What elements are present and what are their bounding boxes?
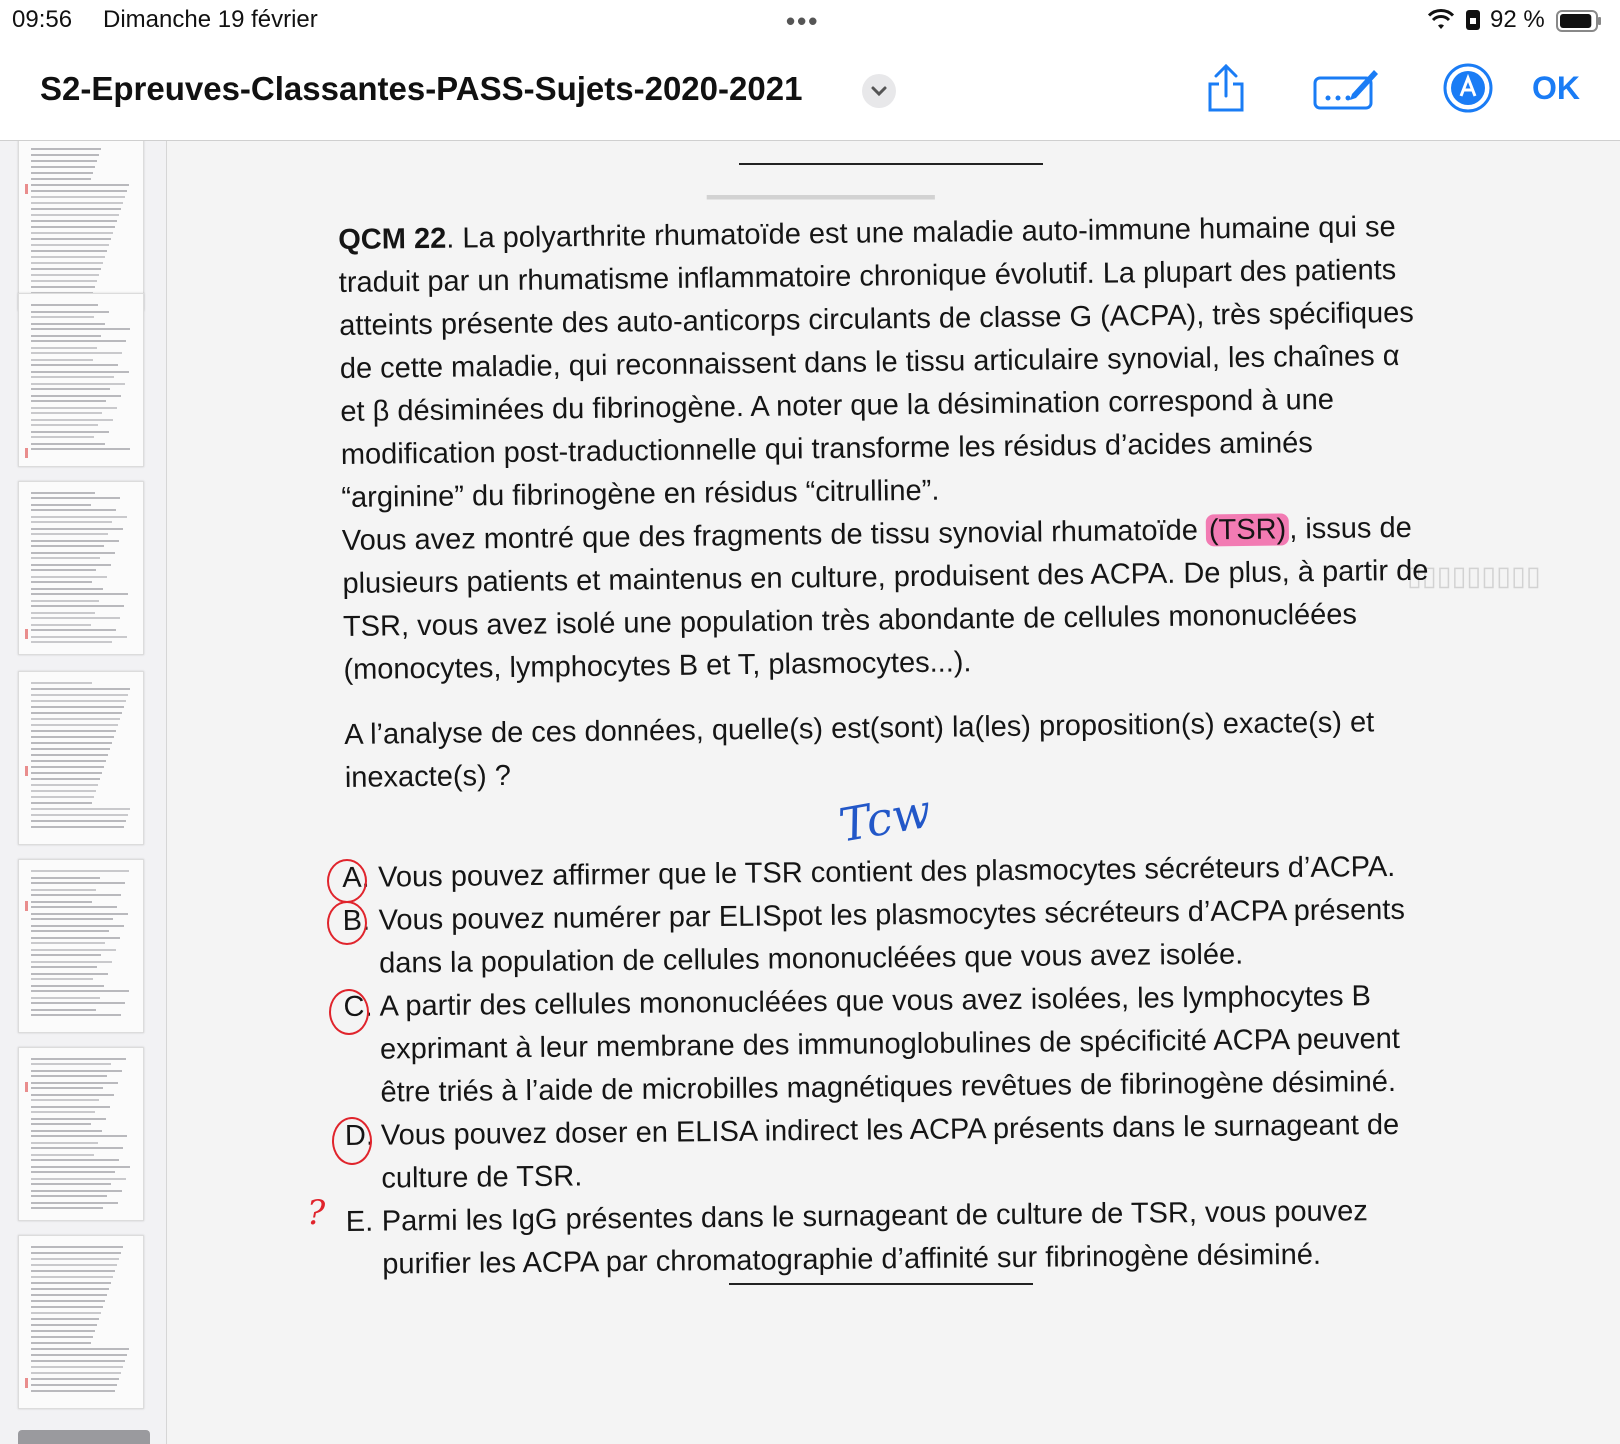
option-text: Vous pouvez numérer par ELISpot les plasmocytes sécréteurs d’ACPA présents dans la population de cellules mononucléées que vous avez isolée. [378, 893, 1406, 980]
thumbnail-text-line [31, 311, 109, 313]
thumbnail-text-line [31, 232, 113, 234]
thumbnail-text-line [31, 973, 108, 975]
thumbnail-text-line [31, 906, 117, 908]
thumbnail-text-line [31, 724, 118, 726]
thumbnail-text-line [31, 340, 126, 342]
thumbnail-text-line [31, 1300, 105, 1302]
question-intro [338, 206, 1432, 520]
thumbnail-text-line [31, 636, 127, 638]
handwritten-note: Tcw [835, 783, 936, 853]
option-text: Parmi les IgG présentes dans le surnageant de culture de TSR, vous pouvez purifier les ACPA par chromatographie d’affinité sur fibrinogène désiminé. [381, 1195, 1368, 1281]
question-context [342, 507, 1434, 692]
thumbnail-text-line [31, 1123, 91, 1125]
thumbnail-text-line [31, 814, 128, 816]
thumbnail-text-line [31, 930, 109, 932]
thumbnail-text-line [31, 612, 95, 614]
thumbnail-text-line [31, 352, 122, 354]
thumbnail-text-line [31, 1135, 127, 1137]
thumbnail-text-line [31, 1342, 91, 1344]
thumbnail-text-line [31, 1014, 121, 1016]
thumbnail-text-line [31, 1324, 97, 1326]
document-toolbar [0, 44, 1620, 141]
thumbnail-text-line [31, 1106, 110, 1108]
option-text: A partir des cellules mononucléées que vous avez isolées, les lymphocytes B exprimant à leur membrane des immunoglobulines de spécificité ACPA peuvent être triés à l’aide de microbilles magnétiques revêtues de fibrinogène désiminé. [379, 980, 1400, 1109]
thumbnail-text-line [31, 700, 126, 702]
thumbnail-text-line [31, 244, 109, 246]
thumbnail-text-line [31, 238, 111, 240]
thumbnail-text-line [31, 784, 98, 786]
thumbnail-text-line [31, 748, 110, 750]
thumbnail-text-line [31, 226, 115, 228]
page-thumbnail[interactable] [18, 293, 144, 467]
thumbnail-text-line [31, 997, 100, 999]
answer-circle-a [327, 859, 367, 903]
thumbnail-text-line [31, 328, 130, 330]
thumbnail-text-line [31, 1111, 95, 1113]
thumbnail-text-line [31, 882, 125, 884]
thumbnail-text-line [31, 400, 106, 402]
thumbnail-text-line [31, 178, 91, 180]
thumbnail-text-line [31, 1058, 126, 1060]
thumbnail-text-line [31, 1354, 127, 1356]
thumbnail-text-line [31, 316, 94, 318]
thumbnail-text-line [31, 1147, 123, 1149]
option-letter: E. [345, 1205, 374, 1238]
thumbnail-text-line [31, 509, 116, 511]
option-letter: C. [343, 990, 373, 1023]
thumbnail-text-line [31, 889, 96, 891]
thumbnail-text-line [31, 1063, 111, 1065]
thumbnail-text-line [31, 166, 95, 168]
bleed-through-text: ▯▯▯▯▯▯▯▯▯ [1407, 561, 1541, 591]
thumbnail-text-line [31, 407, 117, 409]
page-thumbnail[interactable] [18, 141, 144, 311]
thumbnail-text-line [31, 990, 129, 992]
thumbnail-text-line [31, 978, 93, 980]
sidebar-scrollbar[interactable] [18, 1430, 150, 1444]
thumbnail-text-line [31, 802, 92, 804]
thumbnail-text-line [31, 576, 107, 578]
thumbnail-text-line [31, 202, 123, 204]
answer-circle-c [329, 989, 369, 1035]
context-text: Vous avez montré que des fragments de tissu synovial rhumatoïde [341, 514, 1207, 557]
thumbnail-annotation-mark [25, 1082, 28, 1092]
thumbnail-text-line [31, 431, 109, 433]
thumbnail-text-line [31, 436, 94, 438]
thumbnail-text-line [31, 808, 130, 810]
thumbnail-text-line [31, 925, 124, 927]
thumbnail-text-line [31, 521, 112, 523]
thumbnail-text-line [31, 545, 104, 547]
thumbnail-text-line [31, 766, 104, 768]
thumbnail-text-line [31, 1171, 115, 1173]
thumbnail-text-line [31, 1118, 106, 1120]
multitask-dots-icon[interactable]: ••• [786, 6, 820, 36]
thumbnail-text-line [31, 172, 93, 174]
thumbnail-text-line [31, 641, 112, 643]
option-e [342, 1189, 1443, 1287]
thumbnail-text-line [31, 796, 94, 798]
option-d [341, 1103, 1442, 1201]
thumbnail-text-line [31, 790, 96, 792]
battery-icon [1556, 10, 1602, 32]
thumbnail-text-line [31, 190, 127, 192]
thumbnail-text-line [31, 424, 98, 426]
thumbnail-text-line [31, 820, 126, 822]
thumbnail-text-line [31, 605, 124, 607]
thumbnail-text-line [31, 1159, 119, 1161]
thumbnail-text-line [31, 877, 100, 879]
thumbnail-text-line [31, 268, 101, 270]
thumbnail-text-line [31, 492, 95, 494]
thumbnail-text-line [31, 1130, 102, 1132]
thumbnail-annotation-mark [25, 766, 28, 776]
thumbnail-text-line [31, 1366, 123, 1368]
thumbnail-text-line [31, 600, 99, 602]
margin-question-mark: ? [307, 1193, 326, 1233]
thumbnail-text-line [31, 1082, 118, 1084]
thumbnail-text-line [31, 1270, 115, 1272]
status-date: Dimanche 19 février [103, 6, 318, 33]
thumbnail-text-line [31, 1075, 107, 1077]
status-bar [0, 0, 1620, 44]
thumbnail-text-line [31, 504, 91, 506]
thumbnail-text-line [31, 1166, 130, 1168]
thumbnail-text-line [31, 250, 107, 252]
thumbnail-text-line [31, 1330, 95, 1332]
thumbnail-text-line [31, 154, 99, 156]
page-thumbnail[interactable] [18, 1047, 144, 1221]
thumbnail-text-line [31, 1312, 101, 1314]
thumbnail-text-line [31, 220, 117, 222]
thumbnail-text-line [31, 335, 101, 337]
thumbnail-text-line [31, 1390, 115, 1392]
thumbnail-text-line [31, 323, 105, 325]
thumbnail-text-line [31, 712, 122, 714]
thumbnail-text-line [31, 593, 128, 595]
thumbnail-annotation-mark [25, 448, 28, 458]
thumbnail-text-line [31, 1099, 99, 1101]
thumbnail-text-line [31, 1252, 121, 1254]
option-letter: D. [344, 1119, 375, 1152]
thumbnail-text-line [31, 196, 125, 198]
thumbnail-text-line [31, 497, 120, 499]
thumbnail-text-line [31, 569, 96, 571]
question-block [338, 206, 1435, 800]
thumbnail-text-line [31, 1384, 117, 1386]
thumbnail-text-line [31, 688, 130, 690]
thumbnail-text-line [31, 376, 114, 378]
thumbnail-text-line [31, 528, 123, 530]
thumbnail-text-line [31, 754, 108, 756]
thumbnail-text-line [31, 736, 114, 738]
thumbnail-annotation-mark [25, 901, 28, 911]
thumbnail-text-line [31, 412, 102, 414]
thumbnail-text-line [31, 1094, 114, 1096]
thumbnail-text-line [31, 942, 105, 944]
thumbnail-text-line [31, 1183, 111, 1185]
context-text-rest: , issus de plusieurs patients et maintenus en culture, produisent des ACPA. De plus, à partir de TSR, vous avez isolé une population très abondante de cellules mononucléées (monocytes, lymphocytes B et T, plasmocytes...). [342, 511, 1429, 686]
thumbnail-text-line [31, 419, 113, 421]
thumbnail-text-line [31, 778, 100, 780]
option-b [338, 888, 1439, 986]
option-letter: A. [342, 861, 370, 894]
share-icon[interactable] [1205, 62, 1247, 114]
page-thumbnail[interactable] [18, 1235, 144, 1409]
answer-circle-d [332, 1117, 375, 1165]
thumbnail-text-line [31, 1264, 117, 1266]
thumbnail-text-line [31, 742, 112, 744]
thumbnail-text-line [31, 901, 92, 903]
thumbnail-text-line [31, 1009, 96, 1011]
page-thumbnail[interactable] [18, 671, 144, 845]
highlighted-term: (TSR) [1206, 513, 1290, 546]
thumbnail-text-line [31, 256, 105, 258]
thumbnail-text-line [31, 826, 124, 828]
separator-line-bottom [729, 1283, 1033, 1285]
thumbnail-text-line [31, 1360, 125, 1362]
battery-percent: 92 % [1490, 6, 1545, 33]
thumbnail-text-line [31, 1282, 111, 1284]
thumbnail-text-line [31, 388, 110, 390]
thumbnail-annotation-mark [25, 629, 28, 639]
thumbnail-text-line [31, 1318, 99, 1320]
thumbnail-text-line [31, 564, 111, 566]
thumbnail-text-line [31, 371, 129, 373]
answer-circle-b [327, 901, 367, 945]
thumbnail-text-line [31, 581, 92, 583]
thumbnail-text-line [31, 624, 91, 626]
thumbnail-text-line [31, 304, 98, 306]
thumbnail-text-line [31, 954, 101, 956]
thumbnail-text-line [31, 443, 105, 445]
thumbnail-text-line [31, 1372, 121, 1374]
thumbnail-text-line [31, 694, 128, 696]
thumbnail-text-line [31, 949, 116, 951]
thumbnail-text-line [31, 214, 119, 216]
thumbnail-annotation-mark [25, 184, 28, 194]
thumbnail-text-line [31, 395, 121, 397]
question-number: QCM 22 [338, 222, 447, 256]
thumbnail-text-line [31, 160, 97, 162]
thumbnail-text-line [31, 1276, 113, 1278]
thumbnail-text-line [31, 1142, 98, 1144]
thumbnail-text-line [31, 718, 120, 720]
thumbnail-text-line [31, 540, 119, 542]
thumbnail-annotation-mark [25, 1378, 28, 1388]
annotate-circle-icon[interactable] [1442, 62, 1494, 114]
wifi-icon [1428, 8, 1454, 32]
thumbnail-text-line [31, 706, 124, 708]
thumbnail-text-line [31, 918, 113, 920]
thumbnail-text-line [31, 262, 103, 264]
thumbnail-text-line [31, 274, 99, 276]
thumbnail-text-line [31, 1207, 103, 1209]
question-prompt: A l’analyse de ces données, quelle(s) est(sont) la(les) proposition(s) exacte(s) et inexacte(s) ? [344, 706, 1375, 794]
thumbnail-text-line [31, 1294, 107, 1296]
option-c [339, 974, 1440, 1115]
bleed-through-text: ━━━━━━━━━━━━━━ [707, 182, 935, 212]
thumbnail-text-line [31, 1195, 107, 1197]
thumbnail-text-line [31, 894, 121, 896]
thumbnail-text-line [31, 966, 97, 968]
thumbnail-text-line [31, 617, 120, 619]
thumbnail-text-line [31, 208, 121, 210]
page-thumbnail[interactable] [18, 481, 144, 655]
document-page[interactable] [167, 141, 1620, 1444]
thumbnail-text-line [31, 870, 129, 872]
thumbnail-text-line [31, 760, 106, 762]
answer-options [338, 845, 1442, 1286]
thumbnail-text-line [31, 1288, 109, 1290]
thumbnail-text-line [31, 772, 102, 774]
orientation-lock-icon [1465, 9, 1481, 31]
thumbnail-text-line [31, 588, 103, 590]
chevron-down-icon[interactable] [862, 74, 896, 108]
thumbnail-text-line [31, 937, 120, 939]
separator-line-top [739, 163, 1043, 165]
thumbnail-text-line [31, 629, 116, 631]
thumbnail-text-line [31, 913, 128, 915]
option-text: Vous pouvez affirmer que le TSR contient des plasmocytes sécréteurs d’ACPA. [378, 850, 1396, 894]
thumbnail-text-line [31, 286, 95, 288]
thumbnail-text-line [31, 1378, 119, 1380]
option-text: Vous pouvez doser en ELISA indirect les ACPA présents dans le surnageant de culture de TSR. [380, 1108, 1400, 1195]
thumbnail-text-line [31, 682, 92, 684]
document-title[interactable]: S2-Epreuves-Classantes-PASS-Sujets-2020-2021 [40, 70, 803, 107]
done-button[interactable]: OK [1532, 70, 1580, 106]
page-thumbnails-sidebar[interactable] [0, 141, 167, 1444]
thumbnail-text-line [31, 1306, 103, 1308]
thumbnail-text-line [31, 533, 108, 535]
page-thumbnail[interactable] [18, 859, 144, 1033]
thumbnail-text-line [31, 552, 115, 554]
thumbnail-text-line [31, 961, 112, 963]
thumbnail-text-line [31, 1002, 125, 1004]
thumbnail-text-line [31, 364, 118, 366]
thumbnail-text-line [31, 1190, 122, 1192]
question-intro-text: . La polyarthrite rhumatoïde est une maladie auto-immune humaine qui se traduit par un rhumatisme inflammatoire chronique évolutif. La plupart des patients atteints présente des auto-anticorps circulants de classe G (ACPA), très spécifiques de cette maladie, qui reconnaissent dans le tissu articulaire synovial, les chaînes α et β désiminées du fibrinogène. A noter que la désimination correspond à une modification post-traductionnelle qui transforme les résidus d’acides aminés “arginine” du fibrinogène en résidus “citrulline”. [338, 211, 1415, 514]
status-time: 09:56 [12, 6, 73, 33]
thumbnail-text-line [31, 448, 130, 450]
markup-pen-icon[interactable] [1312, 62, 1380, 114]
thumbnail-text-line [31, 1087, 103, 1089]
thumbnail-text-line [31, 280, 97, 282]
thumbnail-text-line [31, 1246, 123, 1248]
thumbnail-text-line [31, 347, 97, 349]
thumbnail-text-line [31, 516, 127, 518]
thumbnail-text-line [31, 184, 129, 186]
thumbnail-text-line [31, 557, 100, 559]
thumbnail-text-line [31, 1202, 118, 1204]
thumbnail-text-line [31, 1348, 129, 1350]
thumbnail-text-line [31, 1178, 126, 1180]
option-letter: B. [342, 904, 371, 937]
thumbnail-text-line [31, 359, 93, 361]
thumbnail-text-line [31, 1258, 119, 1260]
thumbnail-text-line [31, 1154, 94, 1156]
thumbnail-text-line [31, 383, 125, 385]
thumbnail-text-line [31, 985, 104, 987]
thumbnail-text-line [31, 730, 116, 732]
thumbnail-text-line [31, 1070, 122, 1072]
thumbnail-text-line [31, 1336, 93, 1338]
thumbnail-text-line [31, 148, 101, 150]
